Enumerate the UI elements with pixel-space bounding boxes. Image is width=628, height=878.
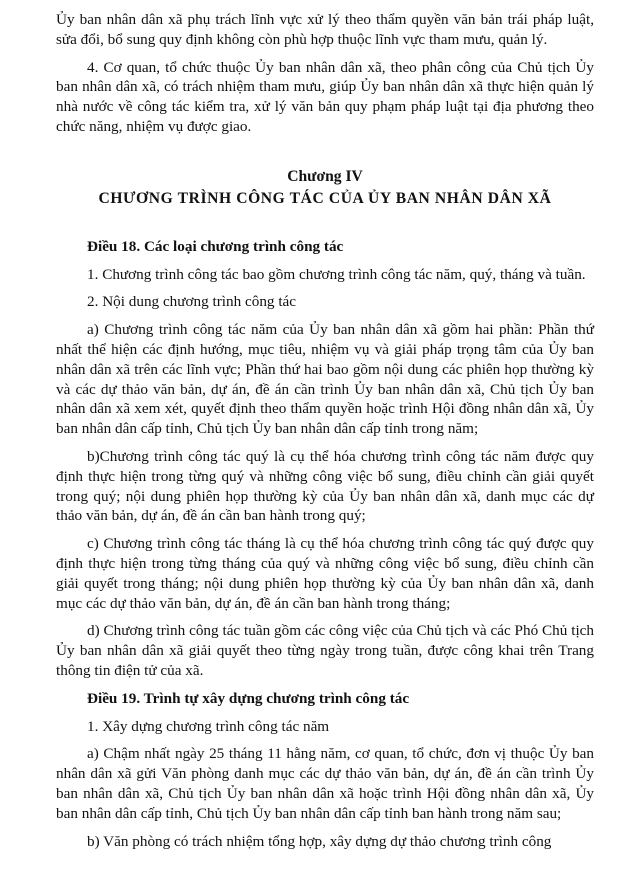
article-19-title: Điều 19. Trình tự xây dựng chương trình công tác xyxy=(87,689,410,707)
chapter-number: Chương IV xyxy=(287,167,363,185)
paragraph-continuation: Ủy ban nhân dân xã phụ trách lĩnh vực xử lý theo thẩm quyền văn bản trái pháp luật, sửa đổi, bổ sung quy định không còn phù hợp thuộc lĩnh vực tham mưu, quản lý. xyxy=(56,11,594,48)
article-18-title: Điều 18. Các loại chương trình công tác xyxy=(87,237,344,255)
article-18-clause-2: 2. Nội dung chương trình công tác xyxy=(87,293,297,311)
article-19-point-b: b) Văn phòng có trách nhiệm tổng hợp, xây dựng dự thảo chương trình công xyxy=(87,832,552,850)
article-19-point-a: a) Chậm nhất ngày 25 tháng 11 hằng năm, cơ quan, tổ chức, đơn vị thuộc Ủy ban nhân dân xã gửi Văn phòng danh mục các dự thảo văn bản, dự án, đề án cần trình Ủy ban nhân dân xã, Chủ tịch Ủy ban nhân dân xã hoặc trình Hội đồng nhân dân xã, Ủy ban nhân dân cấp tỉnh, Chủ tịch Ủy ban nhân dân cấp tỉnh ban hành trong năm sau; xyxy=(56,745,594,822)
article-18-point-d: d) Chương trình công tác tuần gồm các công việc của Chủ tịch và các Phó Chủ tịch Ủy ban nhân dân xã giải quyết theo từng ngày trong tuần, được công khai trên Trang thông tin điện tử của xã. xyxy=(56,622,594,679)
clause-4: 4. Cơ quan, tổ chức thuộc Ủy ban nhân dân xã, theo phân công của Chủ tịch Ủy ban nhân dân xã, có trách nhiệm tham mưu, giúp Ủy ban nhân dân xã thực hiện quản lý nhà nước về công tác kiểm tra, xử lý văn bản quy phạm pháp luật tại địa phương theo chức năng, nhiệm vụ được giao. xyxy=(56,58,594,135)
article-18-point-c: c) Chương trình công tác tháng là cụ thể hóa chương trình công tác quý được quy định thực hiện trong từng tháng của quý và những công việc bổ sung, điều chỉnh cần giải quyết trong tháng; nội dung phiên họp thường kỳ của Ủy ban nhân dân xã, danh mục các dự thảo văn bản, dự án, đề án cần ban hành trong tháng; xyxy=(56,535,594,612)
article-18-clause-1: 1. Chương trình công tác bao gồm chương trình công tác năm, quý, tháng và tuần. xyxy=(87,265,586,283)
chapter-title: CHƯƠNG TRÌNH CÔNG TÁC CỦA ỦY BAN NHÂN DÂN XÃ xyxy=(98,189,552,207)
article-18-point-b: b)Chương trình công tác quý là cụ thể hóa chương trình công tác năm được quy định thực hiện trong từng quý và những công việc bổ sung, điều chỉnh cần giải quyết trong quý; nội dung phiên họp thường kỳ của Ủy ban nhân dân xã, danh mục các dự thảo văn bản, dự án, đề án cần ban hành trong quý; xyxy=(56,447,594,525)
article-19-clause-1: 1. Xây dựng chương trình công tác năm xyxy=(87,717,330,735)
chapter-heading xyxy=(56,167,594,209)
article-18-point-a: a) Chương trình công tác năm của Ủy ban nhân dân xã gồm hai phần: Phần thứ nhất thể hiện các định hướng, mục tiêu, nhiệm vụ và giải pháp trọng tâm của Ủy ban nhân dân xã trên các lĩnh vực; Phần thứ hai bao gồm nội dung các phiên họp thường kỳ và các dự thảo văn bản, dự án, đề án cần trình Ủy ban nhân dân xã, Chủ tịch Ủy ban nhân dân xã xem xét, quyết định theo thẩm quyền hoặc trình Hội đồng nhân dân xã, Ủy ban nhân dân cấp tỉnh, Chủ tịch Ủy ban nhân dân cấp tỉnh trong năm; xyxy=(56,321,594,438)
